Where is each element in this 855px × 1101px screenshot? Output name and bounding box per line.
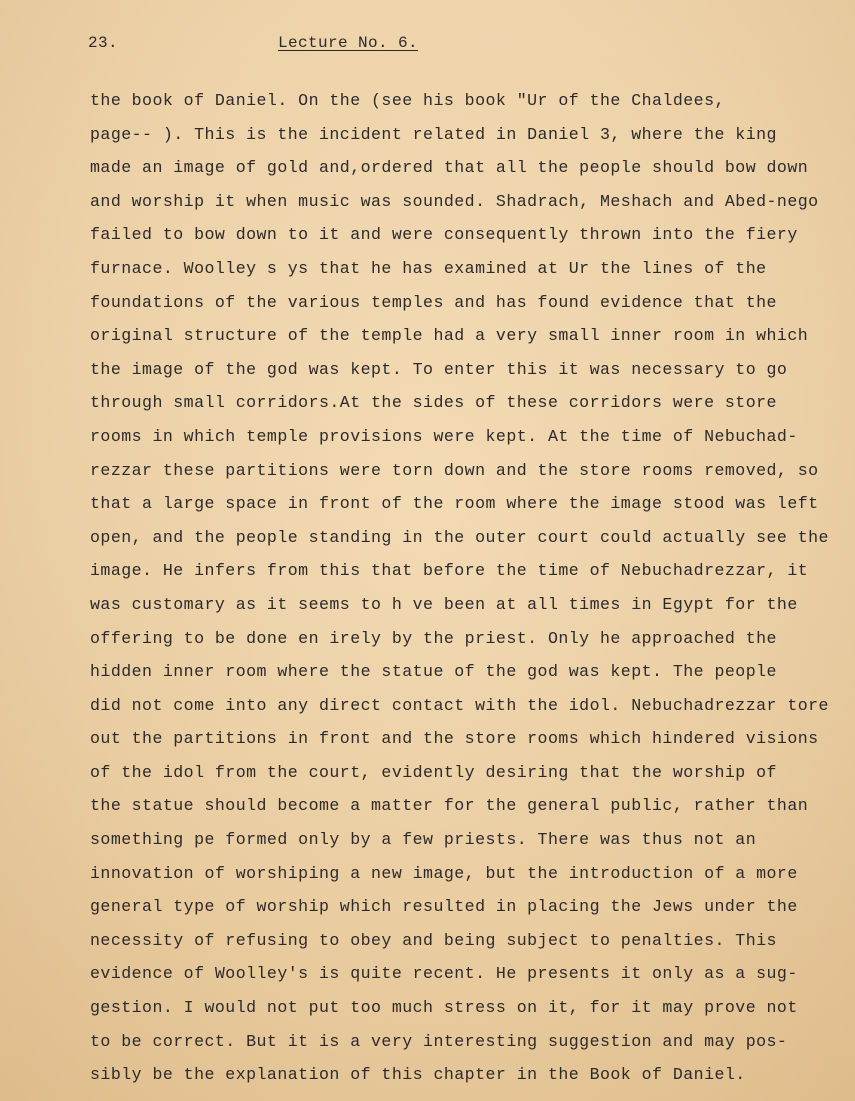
text-line: general type of worship which resulted in placing the Jews under the [90, 897, 798, 917]
text-line: innovation of worshiping a new image, but the introduction of a more [90, 863, 798, 883]
text-line: gestion. I would not put too much stress on it, for it may prove not [90, 998, 798, 1018]
page-title: Lecture No. 6. [278, 34, 419, 52]
text-line: image. He infers from this that before the time of Nebuchadrezzar, it [90, 561, 809, 581]
text-line: through small corridors.At the sides of these corridors were store [90, 393, 777, 413]
text-line: hidden inner room where the statue of the god was kept. The people [90, 662, 777, 682]
text-line: the image of the god was kept. To enter this it was necessary to go [90, 359, 788, 379]
text-line: the book of Daniel. On the (see his book "Ur of the Chaldees, [90, 91, 725, 110]
text-line: furnace. Woolley s ys that he has examined at Ur the lines of the [90, 258, 767, 278]
text-line: rezzar these partitions were torn down and the store rooms removed, so [90, 460, 819, 480]
text-line: rooms in which temple provisions were kept. At the time of Nebuchad- [90, 426, 798, 446]
text-line: offering to be done en irely by the priest. Only he approached the [90, 628, 777, 648]
text-line: something pe formed only by a few priests. There was thus not an [90, 830, 757, 850]
text-line: evidence of Woolley's is quite recent. He presents it only as a sug- [90, 964, 798, 984]
text-line: and worship it when music was sounded. Shadrach, Meshach and Abed-nego [90, 191, 819, 211]
page-number: 23. [88, 34, 119, 52]
text-line: foundations of the various temples and has found evidence that the [90, 292, 777, 312]
text-line: was customary as it seems to h ve been at all times in Egypt for the [90, 594, 798, 614]
text-line: that a large space in front of the room where the image stood was left [90, 494, 819, 514]
text-line: the statue should become a matter for the general public, rather than [90, 796, 809, 816]
text-line: original structure of the temple had a very small inner room in which [90, 326, 809, 346]
text-line: did not come into any direct contact with the idol. Nebuchadrezzar tore [90, 695, 829, 715]
body-text [90, 84, 830, 1092]
text-line: out the partitions in front and the store rooms which hindered visions [90, 729, 819, 749]
text-line: made an image of gold and,ordered that all the people should bow down [90, 158, 809, 178]
text-line: of the idol from the court, evidently desiring that the worship of [90, 762, 777, 782]
text-line: necessity of refusing to obey and being subject to penalties. This [90, 930, 777, 950]
text-line: sibly be the explanation of this chapter in the Book of Daniel. [90, 1065, 746, 1085]
text-line: failed to bow down to it and were consequently thrown into the fiery [90, 225, 798, 245]
text-line: page-- ). This is the incident related in Daniel 3, where the king [90, 124, 777, 144]
text-line: to be correct. But it is a very interesting suggestion and may pos- [90, 1031, 788, 1051]
text-line: open, and the people standing in the outer court could actually see the [90, 527, 829, 547]
